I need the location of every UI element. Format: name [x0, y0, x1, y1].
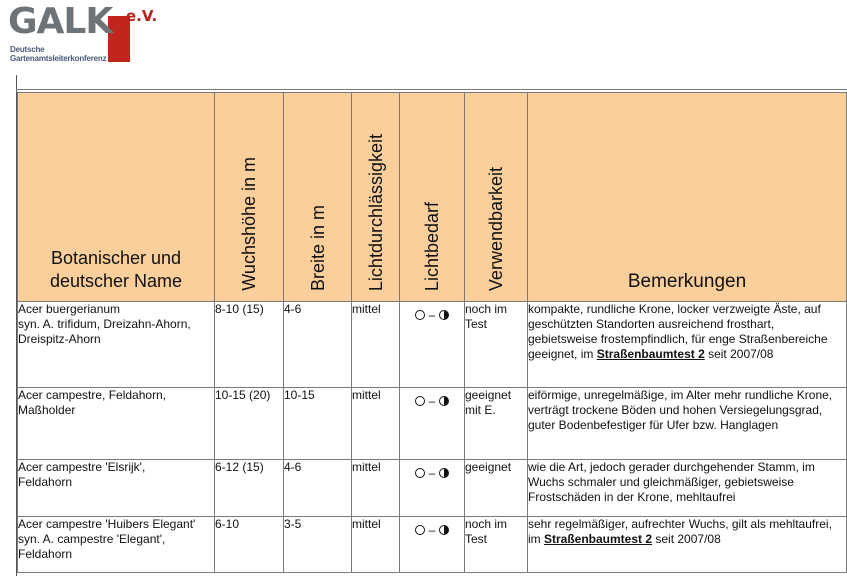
logo-wordmark: GALK [8, 1, 113, 42]
galk-logo [8, 1, 168, 64]
dash: – [428, 523, 436, 537]
header-light: Lichtbedarf [400, 93, 465, 302]
table-row [18, 517, 847, 573]
cell-light [400, 517, 465, 573]
logo-suffix: e.V. [126, 7, 158, 25]
empty-circle-icon [415, 468, 425, 478]
cell-permeability: mittel [352, 517, 400, 573]
strassenbaumtest-link[interactable]: Straßenbaumtest 2 [596, 347, 705, 361]
cell-usability: geeignet mit E. [465, 388, 528, 460]
cell-light [400, 302, 465, 388]
header-height: Wuchshöhe in m [215, 93, 284, 302]
cell-remark: wie die Art, jedoch gerader durchgehender Stamm, im Wuchs schmaler und gleichmäßiger, gebietsweise Frostschäden in der Krone, mehltaufrei [528, 460, 847, 517]
cell-remark: sehr regelmäßiger, aufrechter Wuchs, gilt als mehltaufrei, im Straßenbaumtest 2 seit 2007/08 [528, 517, 847, 573]
empty-circle-icon [415, 310, 425, 320]
logo-subtitle-1: Deutsche [10, 45, 45, 54]
cell-width: 4-6 [284, 302, 352, 388]
dash: – [428, 308, 436, 322]
cell-height: 10-15 (20) [215, 388, 284, 460]
half-circle-icon [439, 525, 449, 535]
logo-subtitle-2: Gartenamtsleiterkonferenz [10, 54, 107, 63]
cell-permeability: mittel [352, 460, 400, 517]
header-name: Botanischer und deutscher Name [18, 93, 215, 302]
cell-light [400, 388, 465, 460]
frame-top-border [16, 89, 847, 90]
cell-usability: noch im Test [465, 302, 528, 388]
half-circle-icon [439, 468, 449, 478]
cell-height: 8-10 (15) [215, 302, 284, 388]
strassenbaumtest-link[interactable]: Straßenbaumtest 2 [544, 532, 653, 546]
cell-name: Acer campestre, Feldahorn, Maßholder [18, 388, 215, 460]
cell-remark: kompakte, rundliche Krone, locker verzweigte Äste, auf geschützten Standorten ausreichend frosthart, gebietsweise frostempfindlich, für enge Straßenbereiche geeignet, im Straßenbaumtest 2 seit 2007/08 [528, 302, 847, 388]
cell-permeability: mittel [352, 302, 400, 388]
cell-width: 4-6 [284, 460, 352, 517]
header-remarks: Bemerkungen [528, 93, 847, 302]
half-circle-icon [439, 396, 449, 406]
dash: – [428, 466, 436, 480]
empty-circle-icon [415, 396, 425, 406]
cell-permeability: mittel [352, 388, 400, 460]
header-width: Breite in m [284, 93, 352, 302]
street-tree-table [17, 92, 847, 573]
table-row [18, 388, 847, 460]
header-usability: Verwendbarkeit [465, 93, 528, 302]
cell-usability: geeignet [465, 460, 528, 517]
cell-width: 10-15 [284, 388, 352, 460]
cell-height: 6-10 [215, 517, 284, 573]
header-row [18, 93, 847, 302]
cell-light [400, 460, 465, 517]
table-row [18, 460, 847, 517]
cell-usability: noch im Test [465, 517, 528, 573]
cell-height: 6-12 (15) [215, 460, 284, 517]
cell-remark: eiförmige, unregelmäßige, im Alter mehr rundliche Krone, verträgt trockene Böden und hohen Versiegelungsgrad, guter Bodenbefestiger für Ufer bzw. Hanglagen [528, 388, 847, 460]
header-permeability: Lichtdurchlässigkeit [352, 93, 400, 302]
cell-name: Acer buergerianum syn. A. trifidum, Dreizahn-Ahorn, Dreispitz-Ahorn [18, 302, 215, 388]
cell-name: Acer campestre 'Elsrijk', Feldahorn [18, 460, 215, 517]
dash: – [428, 394, 436, 408]
empty-circle-icon [415, 525, 425, 535]
table-row [18, 302, 847, 388]
cell-name: Acer campestre 'Huibers Elegant' syn. A. campestre 'Elegant', Feldahorn [18, 517, 215, 573]
cell-width: 3-5 [284, 517, 352, 573]
half-circle-icon [439, 310, 449, 320]
